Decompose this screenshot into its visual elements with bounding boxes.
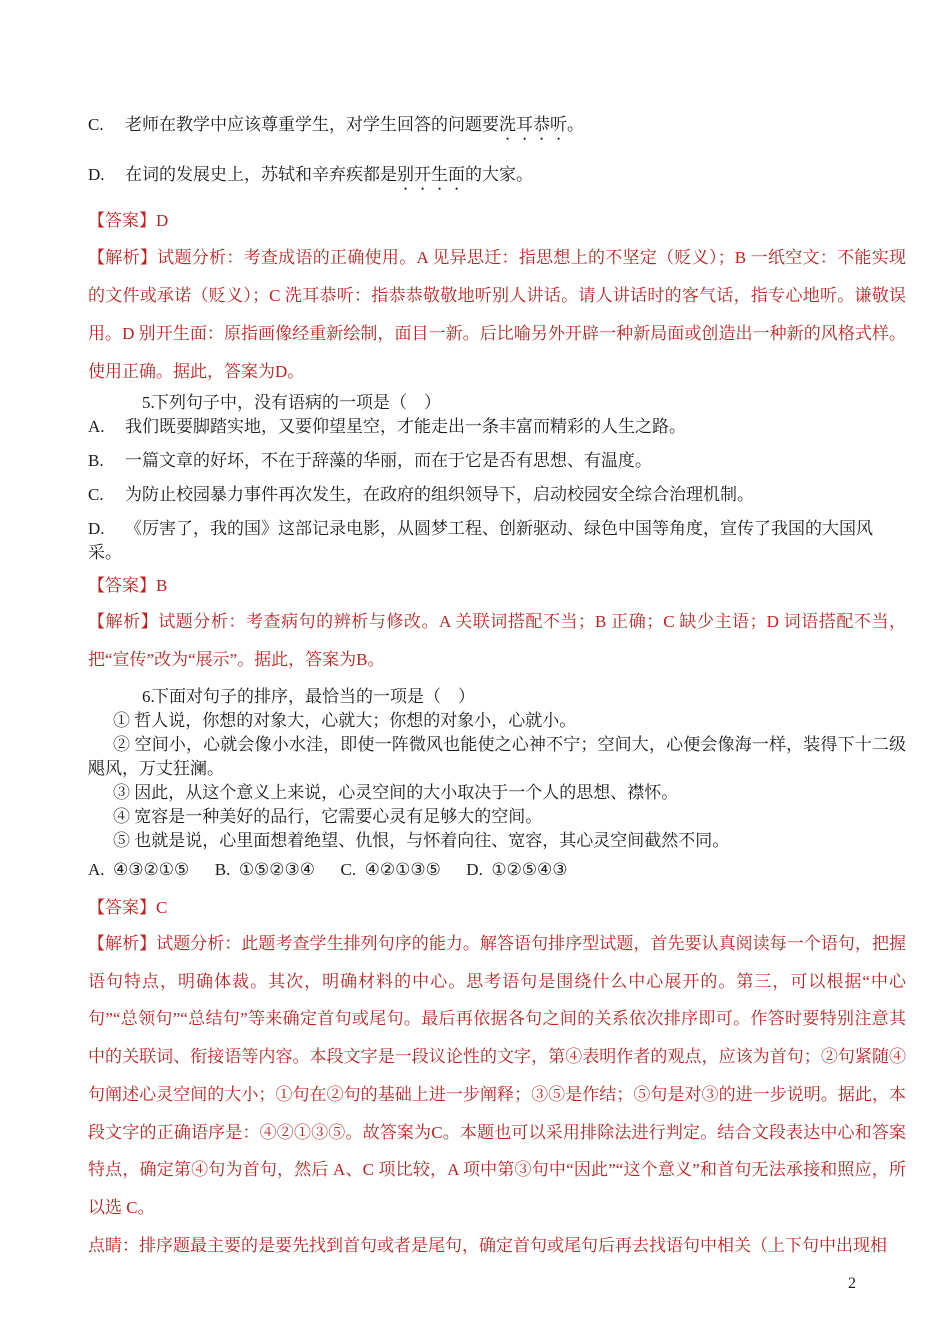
q4-option-d <box>88 163 906 194</box>
q4-answer: 【答案】D <box>88 211 169 230</box>
q4-option-c <box>88 113 906 144</box>
q4-option-c-text-end: 。 <box>567 115 584 134</box>
q6-analysis: 【解析】试题分析：此题考查学生排列句序的能力。解答语句排序型试题，首先要认真阅读每一个语句，把握语句特点，明确体裁。其次，明确材料的中心。思考语句是围绕什么中心展开的。第三，可以根据“中心句”“总领句”“总结句”等来确定首句或尾句。最后再依据各句之间的关系依次排序即可。作答时要特别注意其中的关联词、衔接语等内容。本段文字是一段议论性的文字，第④表明作者的观点，应该为首句；②句紧随④句阐述心灵空间的大小；①句在②句的基础上进一步阐释；③⑤是作结；⑤句是对③的进一步说明。据此，本段文字的正确语序是：④②①③⑤。故答案为C。本题也可以采用排除法进行判定。结合文段表达中心和答案特点，确定第④句为首句，然后 A、C 项比较，A 项中第③句中“因此”“这个意义”和首句无法承接和照应，所以选 C。 <box>88 934 906 1217</box>
q5-analysis: 【解析】试题分析：考查病句的辨析与修改。A 关联词搭配不当；B 正确；C 缺少主语；D 词语搭配不当，把“宣传”改为“展示”。据此，答案为B。 <box>88 612 906 669</box>
page-number: 2 <box>848 1275 856 1292</box>
q6-sentence-2: ② 空间小，心就会像小水洼，即使一阵微风也能使之心神不宁；空间大，心便会像海一样，装得下十二级飓风，万丈狂澜。 <box>88 735 906 778</box>
q4-option-c-text: 老师在教学中应该尊重学生，对学生回答的问题要 <box>125 115 499 134</box>
q5-option-c-text: 为防止校园暴力事件再次发生，在政府的组织领导下，启动校园安全综合治理机制。 <box>125 485 754 504</box>
q5-option-a-label: A. <box>88 417 105 436</box>
q5-option-d-label: D. <box>88 519 105 538</box>
document-content <box>88 113 906 1264</box>
q6-stem <box>88 685 906 709</box>
q5-answer: 【答案】B <box>88 576 168 595</box>
q6-sentence-3: ③ 因此，从这个意义上来说，心灵空间的大小取决于一个人的思想、襟怀。 <box>113 783 679 802</box>
q5-option-a <box>88 415 906 439</box>
q6-sentence-4: ④ 宽容是一种美好的品行，它需要心灵有足够大的空间。 <box>113 807 543 826</box>
q5-option-b-text: 一篇文章的好坏，不在于辞藻的华丽，而在于它是否有思想、有温度。 <box>125 451 652 470</box>
q4-option-d-emphasized-idiom: 别开生面 <box>397 165 465 184</box>
q4-option-d-text-end: 的大家。 <box>465 165 533 184</box>
q4-option-c-emphasized-idiom: 洗耳恭听 <box>499 115 567 134</box>
q4-option-d-text: 在词的发展史上，苏轼和辛弃疾都是 <box>125 165 397 184</box>
q4-option-c-label: C. <box>88 115 104 134</box>
q5-option-d-text: 《厉害了，我的国》这部记录电影，从圆梦工程、创新驱动、绿色中国等角度，宣传了我国的大国风采。 <box>88 519 873 562</box>
q5-option-b <box>88 449 906 473</box>
q5-stem <box>88 391 906 415</box>
q6-sentence-1: ① 哲人说，你想的对象大，心就大；你想的对象小，心就小。 <box>113 711 577 730</box>
q5-option-d <box>88 517 906 565</box>
q4-option-d-label: D. <box>88 165 105 184</box>
q5-option-c-label: C. <box>88 485 104 504</box>
q6-number: 6. <box>142 687 155 706</box>
q5-option-a-text: 我们既要脚踏实地，又要仰望星空，才能走出一条丰富而精彩的人生之路。 <box>125 417 686 436</box>
q5-number: 5. <box>142 393 155 412</box>
q5-option-c <box>88 483 906 507</box>
q6-stem-text: 下面对句子的排序，最恰当的一项是（ ） <box>152 687 475 706</box>
q6-sentence-5: ⑤ 也就是说，心里面想着绝望、仇恨，与怀着向往、宽容，其心灵空间截然不同。 <box>113 831 730 850</box>
q5-stem-text: 下列句子中，没有语病的一项是（ ） <box>152 393 441 412</box>
q4-analysis: 【解析】试题分析：考查成语的正确使用。A 见异思迁：指思想上的不坚定（贬义）；B 一纸空文：不能实现的文件或承诺（贬义）；C 洗耳恭听：指恭恭敬敬地听别人讲话。请人讲话时的客气话，指专心地听。谦敬误用。D 别开生面：原指画像经重新绘制，面目一新。后比喻另外开辟一种新局面或创造出一种新的风格式样。使用正确。据此，答案为D。 <box>88 248 906 381</box>
q6-answer: 【答案】C <box>88 898 168 917</box>
q5-option-b-label: B. <box>88 451 104 470</box>
q6-analysis-tip: 点睛：排序题最主要的是要先找到首句或者是尾句，确定首句或尾句后再去找语句中相关（上下句中出现相 <box>88 1235 887 1255</box>
q6-choices: A. ④③②①⑤ B. ①⑤②③④ C. ④②①③⑤ D. ①②⑤④③ <box>88 860 568 879</box>
